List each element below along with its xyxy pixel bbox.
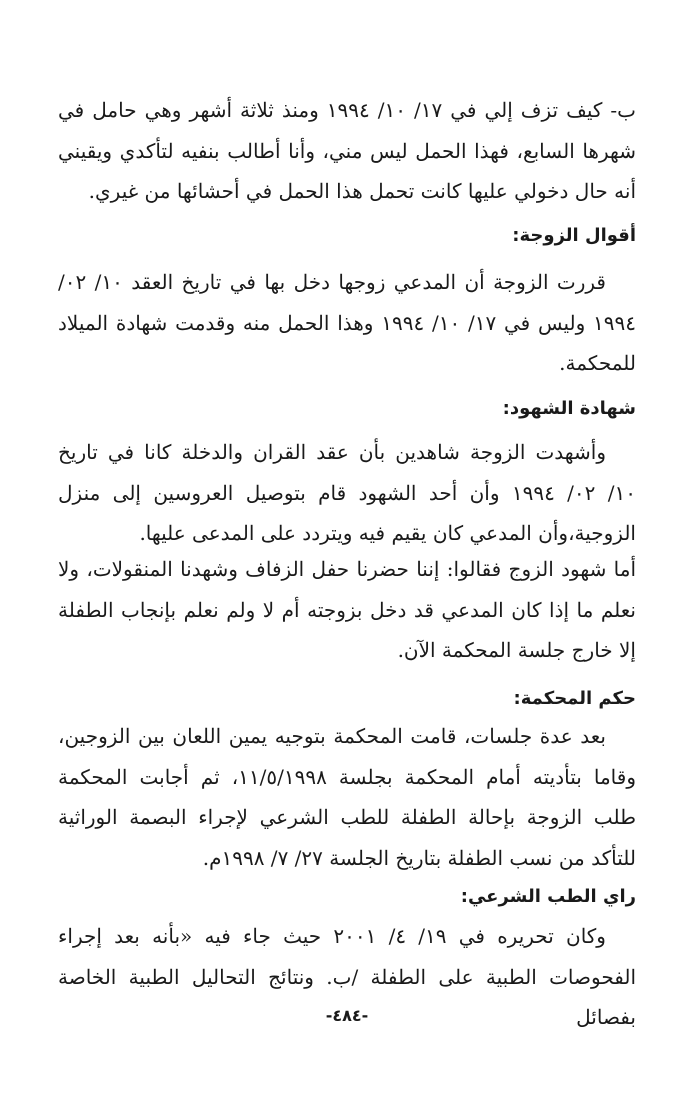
heading-forensic-opinion: راي الطب الشرعي: [460, 886, 636, 907]
heading-wife-statements: أقوال الزوجة: [512, 225, 636, 246]
paragraph-wife-witnesses: وأشهدت الزوجة شاهدين بأن عقد القران والدخلة كانا في تاريخ ١٠/ ٠٢/ ١٩٩٤ وأن أحد الشهود قام بتوصيل العروسين إلى منزل الزوجية،وأن المدعي كان يقيم فيه ويتردد على المدعى عليها. [58, 440, 636, 545]
heading-court-ruling: حكم المحكمة: [513, 688, 636, 709]
document-page [0, 82, 694, 1104]
paragraph-husband-witnesses: أما شهود الزوج فقالوا: إننا حضرنا حفل الزفاف وشهدنا المنقولات، ولا نعلم ما إذا كان المدعي قد دخل بزوجته أم لا ولم نعلم بإنجاب الطفلة إلا خارج جلسة المحكمة الآن. [58, 557, 636, 662]
paragraph-forensic-report: وكان تحريره في ١٩/ ٤/ ٢٠٠١ حيث جاء فيه «بأنه بعد إجراء الفحوصات الطبية على الطفلة /ب. ونتائج التحاليل الطبية الخاصة بفصائل [58, 924, 636, 1029]
paragraph-court-ruling: بعد عدة جلسات، قامت المحكمة بتوجيه يمين اللعان بين الزوجين، وقاما بتأديته أمام المحكمة بجلسة ١١/٥/١٩٩٨، ثم أجابت المحكمة طلب الزوجة بإحالة الطفلة للطب الشرعي لإجراء البصمة الوراثية للتأكد من نسب الطفلة بتاريخ الجلسة ٢٧/ ٧/ ١٩٩٨م. [58, 724, 636, 870]
paragraph-husband-claim: ب- كيف تزف إلي في ١٧/ ١٠/ ١٩٩٤ ومنذ ثلاثة أشهر وهي حامل في شهرها السابع، فهذا الحمل ليس مني، وأنا أطالب بنفيه لتأكدي ويقيني أنه حال دخولي عليها كانت تحمل هذا الحمل في أحشائها من غيري. [58, 98, 636, 203]
page-number: -٤٨٤- [325, 1006, 369, 1025]
heading-witness-testimony: شهادة الشهود: [502, 398, 636, 419]
paragraph-wife-statements: قررت الزوجة أن المدعي زوجها دخل بها في تاريخ العقد ١٠/ ٠٢/ ١٩٩٤ وليس في ١٧/ ١٠/ ١٩٩٤ وهذا الحمل منه وقدمت شهادة الميلاد للمحكمة. [58, 270, 636, 375]
